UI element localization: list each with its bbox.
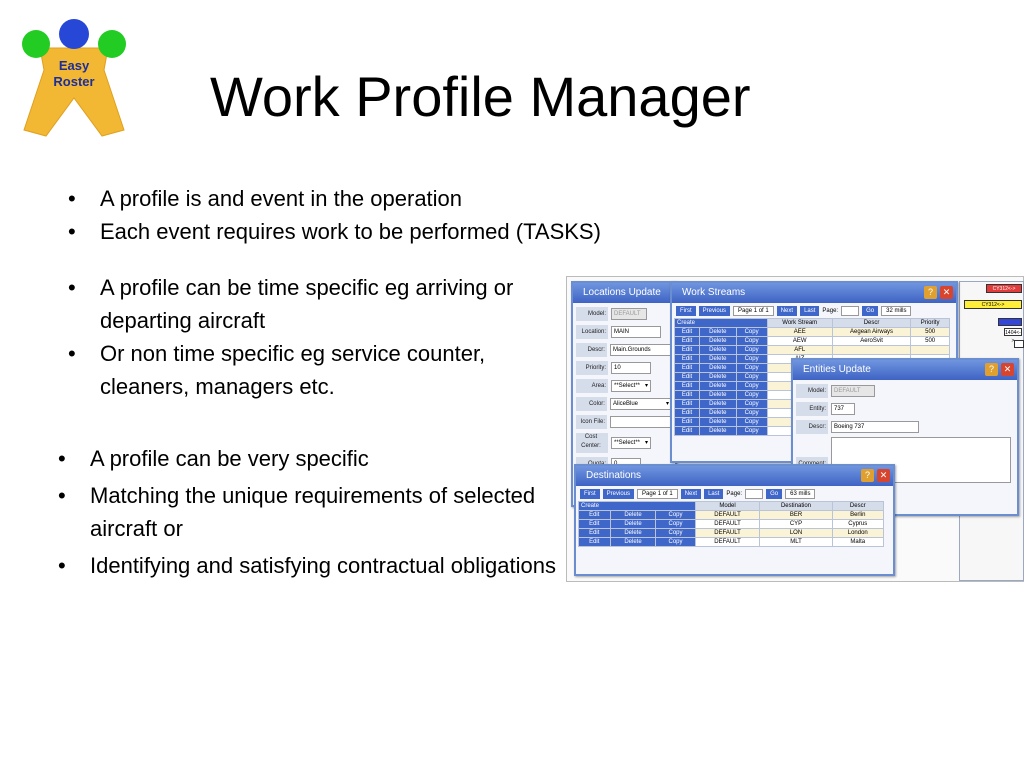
logo-text-roster: Roster: [53, 74, 95, 89]
next-button[interactable]: Next: [681, 489, 701, 499]
table-cell: DEFAULT: [695, 511, 760, 520]
delete-button[interactable]: Delete: [610, 529, 656, 538]
page-input[interactable]: [841, 306, 859, 316]
edit-button[interactable]: Edit: [675, 328, 700, 337]
delete-button[interactable]: Delete: [700, 382, 737, 391]
bullet-item: • Matching the unique requirements of selected aircraft or: [52, 479, 562, 545]
delete-button[interactable]: Delete: [700, 355, 737, 364]
bullet-list-top: [62, 182, 601, 248]
form-row: [576, 360, 672, 376]
edit-button[interactable]: Edit: [675, 346, 700, 355]
help-icon[interactable]: ?: [924, 286, 937, 299]
delete-button[interactable]: Delete: [700, 427, 737, 436]
copy-button[interactable]: Copy: [736, 346, 767, 355]
delete-button[interactable]: Delete: [700, 346, 737, 355]
previous-button[interactable]: Previous: [699, 306, 730, 316]
form-row: [576, 396, 672, 412]
previous-button[interactable]: Previous: [603, 489, 634, 499]
bullet-list-bottom: [52, 442, 562, 586]
bullet-list-middle: [62, 271, 532, 403]
form-row: [576, 414, 672, 430]
form-row: [796, 383, 1014, 399]
descr-field[interactable]: Boeing 737: [831, 421, 919, 433]
edit-button[interactable]: Edit: [675, 364, 700, 373]
pager: [576, 486, 893, 501]
column-header[interactable]: Work Stream: [767, 319, 832, 328]
field-label: Entity:: [796, 402, 828, 416]
page-title: Work Profile Manager: [210, 65, 751, 128]
delete-button[interactable]: Delete: [700, 373, 737, 382]
bullet-item: • A profile can be very specific: [52, 442, 562, 475]
copy-button[interactable]: Copy: [736, 337, 767, 346]
form-row: [796, 401, 1014, 417]
pager: [672, 303, 956, 318]
field-label: Descr:: [576, 343, 607, 357]
field-label: Icon File:: [576, 415, 607, 429]
logo-right-hand-icon: [98, 30, 126, 58]
page-info: Page 1 of 1: [733, 306, 774, 316]
copy-button[interactable]: Copy: [656, 520, 695, 529]
edit-button[interactable]: Edit: [675, 382, 700, 391]
close-icon[interactable]: ✕: [877, 469, 890, 482]
copy-button[interactable]: Copy: [656, 529, 695, 538]
edit-button[interactable]: Edit: [675, 427, 700, 436]
copy-button[interactable]: Copy: [656, 538, 695, 547]
copy-button[interactable]: Copy: [736, 355, 767, 364]
help-icon[interactable]: ?: [985, 363, 998, 376]
table-cell: [911, 346, 950, 355]
field-label: Model:: [796, 384, 828, 398]
page-label: Page:: [822, 307, 839, 314]
delete-button[interactable]: Delete: [610, 511, 656, 520]
edit-button[interactable]: Edit: [579, 520, 611, 529]
model-field: DEFAULT: [831, 385, 875, 397]
logo-head-icon: [59, 19, 89, 49]
priority-field[interactable]: 10: [611, 362, 651, 374]
side-tag-blue: [998, 318, 1022, 326]
bullet-item: • A profile can be time specific eg arriving or departing aircraft: [62, 271, 532, 337]
copy-button[interactable]: Copy: [736, 328, 767, 337]
field-label: Area:: [576, 379, 608, 393]
field-label: Descr:: [796, 420, 828, 434]
record-count: 32 mills: [881, 306, 911, 316]
table-cell: LON: [760, 529, 832, 538]
edit-button[interactable]: Edit: [675, 355, 700, 364]
field-label: Location:: [576, 325, 608, 339]
copy-button[interactable]: Copy: [736, 382, 767, 391]
form-row: [576, 306, 672, 322]
table-cell: DEFAULT: [695, 520, 760, 529]
record-count: 63 mills: [785, 489, 815, 499]
table-cell: AeroSvit: [832, 337, 910, 346]
color-select[interactable]: AliceBlue ▾: [610, 398, 672, 410]
column-header[interactable]: Descr: [832, 319, 910, 328]
copy-button[interactable]: Copy: [656, 511, 695, 520]
column-header[interactable]: Priority: [911, 319, 950, 328]
form-row: [576, 342, 672, 358]
field-label: Color:: [576, 397, 607, 411]
copy-button[interactable]: Copy: [736, 427, 767, 436]
bullet-item: • Or non time specific eg service counter, cleaners, managers etc.: [62, 337, 532, 403]
table-cell: MLT: [760, 538, 832, 547]
table-cell: CYP: [760, 520, 832, 529]
logo-left-hand-icon: [22, 30, 50, 58]
entities-window-title: Entities Update ? ✕: [793, 360, 1017, 380]
edit-button[interactable]: Edit: [579, 511, 611, 520]
copy-button[interactable]: Copy: [736, 400, 767, 409]
delete-button[interactable]: Delete: [700, 337, 737, 346]
copy-button[interactable]: Copy: [736, 409, 767, 418]
table-cell: Aegean Airways: [832, 328, 910, 337]
delete-button[interactable]: Delete: [700, 391, 737, 400]
delete-button[interactable]: Delete: [700, 409, 737, 418]
table-cell: DEFAULT: [695, 538, 760, 547]
side-tag: CY312<->: [986, 284, 1022, 293]
copy-button[interactable]: Copy: [736, 364, 767, 373]
create-button[interactable]: Create: [675, 319, 768, 328]
table-cell: Berlin: [832, 511, 884, 520]
first-button[interactable]: First: [580, 489, 600, 499]
edit-button[interactable]: Edit: [675, 400, 700, 409]
edit-button[interactable]: Edit: [579, 529, 611, 538]
close-icon[interactable]: ✕: [1001, 363, 1014, 376]
table-cell: AEW: [767, 337, 832, 346]
destinations-table: [578, 501, 884, 547]
table-row: [579, 529, 884, 538]
descr-field[interactable]: Main.Grounds: [610, 344, 672, 356]
icon-file-field[interactable]: [610, 416, 672, 428]
side-tag: 1404<->: [1005, 330, 1021, 344]
table-row: [675, 328, 950, 337]
close-icon[interactable]: ✕: [940, 286, 953, 299]
table-cell: 500: [911, 328, 950, 337]
delete-button[interactable]: Delete: [700, 328, 737, 337]
copy-button[interactable]: Copy: [736, 373, 767, 382]
screenshot-collage: [566, 276, 1024, 582]
bullet-item: • Each event requires work to be performed (TASKS): [62, 215, 601, 248]
copy-button[interactable]: Copy: [736, 391, 767, 400]
first-button[interactable]: First: [676, 306, 696, 316]
table-row: [579, 520, 884, 529]
edit-button[interactable]: Edit: [675, 373, 700, 382]
delete-button[interactable]: Delete: [700, 364, 737, 373]
easy-roster-logo: [18, 18, 130, 140]
last-button[interactable]: Last: [800, 306, 819, 316]
entity-field[interactable]: 737: [831, 403, 855, 415]
field-label: Priority:: [576, 361, 608, 375]
last-button[interactable]: Last: [704, 489, 723, 499]
page-info: Page 1 of 1: [637, 489, 678, 499]
form-row: [576, 378, 672, 394]
edit-button[interactable]: Edit: [675, 409, 700, 418]
column-header[interactable]: Model: [695, 502, 760, 511]
create-button[interactable]: Create: [579, 502, 696, 511]
field-label: Model:: [576, 307, 608, 321]
side-tag: CY312<->: [964, 300, 1022, 309]
table-cell: AEE: [767, 328, 832, 337]
field-label: Cost Center:: [576, 433, 608, 453]
table-cell: BER: [760, 511, 832, 520]
locations-window-title: Locations Update: [573, 283, 675, 303]
table-cell: DEFAULT: [695, 529, 760, 538]
work-streams-window-title: Work Streams ? ✕: [672, 283, 956, 303]
table-cell: [832, 346, 910, 355]
destinations-window: [574, 464, 895, 576]
form-row: [576, 324, 672, 340]
bullet-item: • A profile is and event in the operation: [62, 182, 601, 215]
table-cell: Malta: [832, 538, 884, 547]
help-icon[interactable]: ?: [861, 469, 874, 482]
go-button[interactable]: Go: [862, 306, 878, 316]
column-header[interactable]: Destination: [760, 502, 832, 511]
delete-button[interactable]: Delete: [700, 418, 737, 427]
table-row: [675, 337, 950, 346]
edit-button[interactable]: Edit: [675, 337, 700, 346]
table-row: [675, 346, 950, 355]
table-row: [579, 511, 884, 520]
edit-button[interactable]: Edit: [675, 391, 700, 400]
bullet-item: • Identifying and satisfying contractual obligations: [52, 549, 562, 582]
go-button[interactable]: Go: [766, 489, 782, 499]
copy-button[interactable]: Copy: [736, 418, 767, 427]
table-cell: London: [832, 529, 884, 538]
form-row: [576, 432, 672, 454]
form-row: [796, 419, 1014, 435]
table-cell: Cyprus: [832, 520, 884, 529]
side-tag: [1014, 340, 1024, 348]
area-select[interactable]: **Select** ▾: [611, 380, 651, 392]
table-cell: AFL: [767, 346, 832, 355]
cost-center-select[interactable]: **Select** ▾: [611, 437, 651, 449]
column-header[interactable]: Descr: [832, 502, 884, 511]
delete-button[interactable]: Delete: [610, 520, 656, 529]
page-label: Page:: [726, 490, 743, 497]
delete-button[interactable]: Delete: [700, 400, 737, 409]
destinations-window-title: Destinations ? ✕: [576, 466, 893, 486]
model-field: DEFAULT: [611, 308, 647, 320]
page-input[interactable]: [745, 489, 763, 499]
location-field[interactable]: MAIN: [611, 326, 661, 338]
logo-text-easy: Easy: [58, 58, 90, 73]
edit-button[interactable]: Edit: [675, 418, 700, 427]
delete-button[interactable]: Delete: [610, 538, 656, 547]
table-row: [579, 538, 884, 547]
edit-button[interactable]: Edit: [579, 538, 611, 547]
next-button[interactable]: Next: [777, 306, 797, 316]
table-cell: 500: [911, 337, 950, 346]
